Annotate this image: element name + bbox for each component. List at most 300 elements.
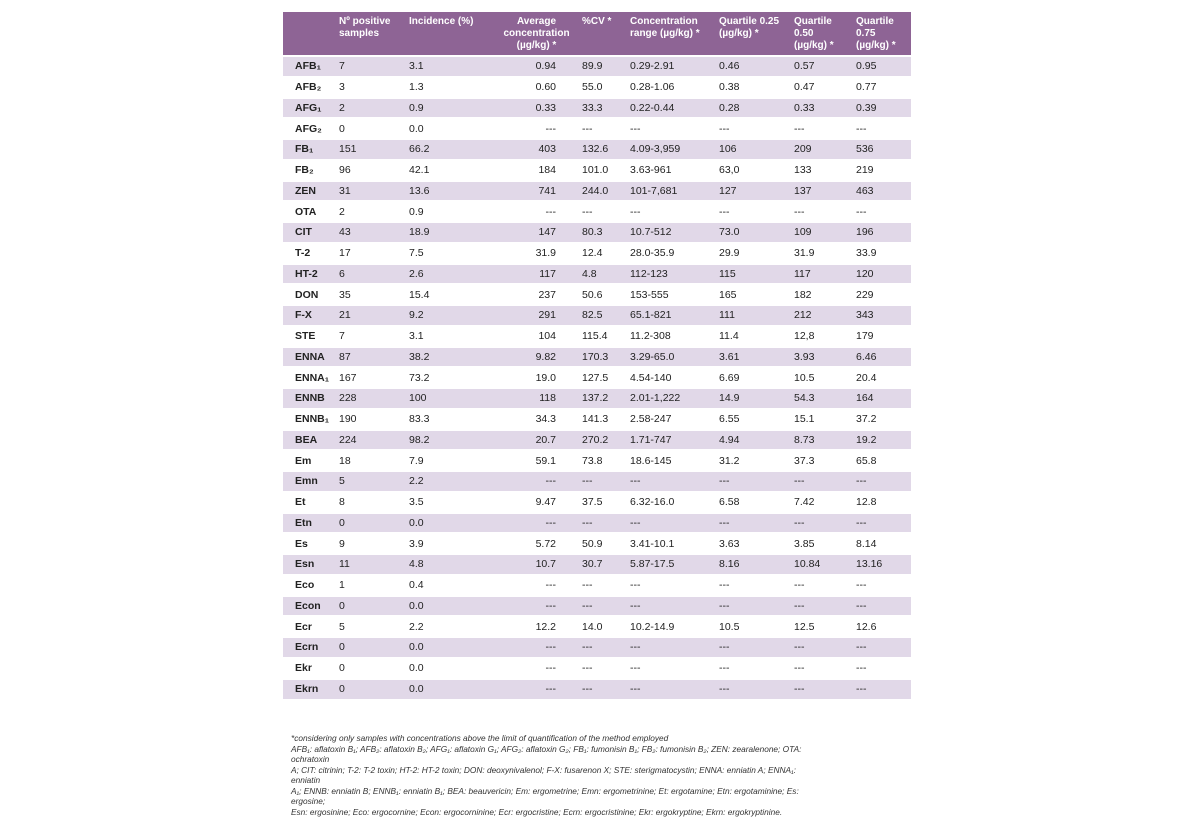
cell-positive-samples: 1 xyxy=(335,575,405,596)
cell-positive-samples: 7 xyxy=(335,326,405,347)
cell-compound: Ecrn xyxy=(283,637,335,658)
mycotoxin-table xyxy=(283,12,911,699)
cell-quartile-025: 11.4 xyxy=(715,326,790,347)
cell-concentration-range: --- xyxy=(626,596,715,617)
table-row xyxy=(283,616,911,637)
cell-quartile-050: 3.93 xyxy=(790,347,852,368)
cell-quartile-025: --- xyxy=(715,596,790,617)
cell-average-concentration: 59.1 xyxy=(495,450,578,471)
cell-cv: --- xyxy=(578,471,626,492)
cell-quartile-075: 219 xyxy=(852,160,911,181)
cell-quartile-025: --- xyxy=(715,471,790,492)
cell-cv: 37.5 xyxy=(578,492,626,513)
header-cv: %CV * xyxy=(578,12,626,56)
cell-quartile-050: 117 xyxy=(790,264,852,285)
cell-concentration-range: 101-7,681 xyxy=(626,181,715,202)
cell-positive-samples: 2 xyxy=(335,98,405,119)
cell-cv: 270.2 xyxy=(578,430,626,451)
cell-positive-samples: 3 xyxy=(335,77,405,98)
cell-positive-samples: 167 xyxy=(335,367,405,388)
cell-compound: BEA xyxy=(283,430,335,451)
cell-compound: Ekr xyxy=(283,658,335,679)
table-row xyxy=(283,201,911,222)
cell-quartile-025: --- xyxy=(715,637,790,658)
cell-average-concentration: --- xyxy=(495,471,578,492)
abbreviations-line: Esn: ergosinine; Eco: ergocornine; Econ: ergocorninine; Ecr: ergocristine; Ecrn: ergocristinine; Ekr: ergokryptine; Ekrn: ergokryptinine. xyxy=(291,807,811,817)
cell-positive-samples: 0 xyxy=(335,637,405,658)
cell-concentration-range: 4.09-3,959 xyxy=(626,139,715,160)
cell-quartile-025: 111 xyxy=(715,305,790,326)
cell-concentration-range: --- xyxy=(626,658,715,679)
table-row xyxy=(283,513,911,534)
cell-concentration-range: 1.71-747 xyxy=(626,430,715,451)
cell-incidence: 0.4 xyxy=(405,575,495,596)
cell-quartile-050: 54.3 xyxy=(790,388,852,409)
cell-quartile-050: --- xyxy=(790,575,852,596)
cell-incidence: 3.5 xyxy=(405,492,495,513)
table-row xyxy=(283,596,911,617)
header-positive-samples: Nº positive samples xyxy=(335,12,405,56)
cell-quartile-025: 115 xyxy=(715,264,790,285)
cell-quartile-025: --- xyxy=(715,658,790,679)
cell-quartile-050: --- xyxy=(790,471,852,492)
cell-quartile-025: 29.9 xyxy=(715,243,790,264)
cell-compound: Emn xyxy=(283,471,335,492)
cell-concentration-range: --- xyxy=(626,637,715,658)
cell-concentration-range: --- xyxy=(626,679,715,700)
cell-average-concentration: --- xyxy=(495,575,578,596)
cell-average-concentration: --- xyxy=(495,637,578,658)
cell-concentration-range: 112-123 xyxy=(626,264,715,285)
table-row xyxy=(283,554,911,575)
cell-quartile-025: 6.55 xyxy=(715,409,790,430)
cell-average-concentration: --- xyxy=(495,658,578,679)
cell-concentration-range: 3.63-961 xyxy=(626,160,715,181)
cell-quartile-050: --- xyxy=(790,658,852,679)
cell-positive-samples: 6 xyxy=(335,264,405,285)
cell-cv: --- xyxy=(578,513,626,534)
cell-quartile-025: 0.46 xyxy=(715,56,790,77)
cell-quartile-050: 8.73 xyxy=(790,430,852,451)
cell-quartile-075: 19.2 xyxy=(852,430,911,451)
cell-concentration-range: --- xyxy=(626,575,715,596)
cell-incidence: 4.8 xyxy=(405,554,495,575)
cell-positive-samples: 43 xyxy=(335,222,405,243)
cell-cv: 30.7 xyxy=(578,554,626,575)
header-average-concentration: Average concentration (µg/kg) * xyxy=(495,12,578,56)
cell-average-concentration: 184 xyxy=(495,160,578,181)
table-row xyxy=(283,139,911,160)
cell-concentration-range: --- xyxy=(626,201,715,222)
cell-compound: FB₁ xyxy=(283,139,335,160)
table-header-row xyxy=(283,12,911,56)
cell-compound: AFB₁ xyxy=(283,56,335,77)
table-row xyxy=(283,658,911,679)
table-row xyxy=(283,347,911,368)
cell-cv: 14.0 xyxy=(578,616,626,637)
cell-quartile-075: --- xyxy=(852,471,911,492)
cell-average-concentration: 0.33 xyxy=(495,98,578,119)
cell-cv: --- xyxy=(578,658,626,679)
cell-incidence: 3.1 xyxy=(405,56,495,77)
cell-average-concentration: --- xyxy=(495,679,578,700)
cell-quartile-050: 0.57 xyxy=(790,56,852,77)
cell-average-concentration: 104 xyxy=(495,326,578,347)
cell-cv: 127.5 xyxy=(578,367,626,388)
cell-cv: --- xyxy=(578,201,626,222)
cell-incidence: 0.0 xyxy=(405,596,495,617)
cell-compound: Es xyxy=(283,533,335,554)
cell-concentration-range: 2.01-1,222 xyxy=(626,388,715,409)
cell-cv: 244.0 xyxy=(578,181,626,202)
cell-compound: Ecr xyxy=(283,616,335,637)
cell-average-concentration: 291 xyxy=(495,305,578,326)
cell-incidence: 0.0 xyxy=(405,679,495,700)
cell-quartile-075: 6.46 xyxy=(852,347,911,368)
cell-quartile-050: 133 xyxy=(790,160,852,181)
abbreviations-line: A; CIT: citrinin; T-2: T-2 toxin; HT-2: HT-2 toxin; DON: deoxynivalenol; F-X: fusarenon X; STE: sterigmatocystin; ENNA: enniatin A; ENNA₁: enniatin xyxy=(291,765,811,786)
cell-incidence: 2.6 xyxy=(405,264,495,285)
cell-incidence: 7.9 xyxy=(405,450,495,471)
cell-average-concentration: 0.94 xyxy=(495,56,578,77)
table-row xyxy=(283,77,911,98)
cell-concentration-range: 5.87-17.5 xyxy=(626,554,715,575)
cell-concentration-range: 3.29-65.0 xyxy=(626,347,715,368)
cell-incidence: 15.4 xyxy=(405,284,495,305)
cell-positive-samples: 0 xyxy=(335,658,405,679)
cell-quartile-075: 343 xyxy=(852,305,911,326)
cell-positive-samples: 7 xyxy=(335,56,405,77)
cell-compound: STE xyxy=(283,326,335,347)
cell-cv: 50.6 xyxy=(578,284,626,305)
cell-quartile-075: 20.4 xyxy=(852,367,911,388)
cell-quartile-075: 536 xyxy=(852,139,911,160)
cell-cv: 170.3 xyxy=(578,347,626,368)
cell-concentration-range: 0.22-0.44 xyxy=(626,98,715,119)
cell-quartile-050: 3.85 xyxy=(790,533,852,554)
cell-quartile-025: 31.2 xyxy=(715,450,790,471)
cell-quartile-050: 10.84 xyxy=(790,554,852,575)
cell-cv: --- xyxy=(578,637,626,658)
cell-quartile-075: --- xyxy=(852,513,911,534)
cell-concentration-range: 11.2-308 xyxy=(626,326,715,347)
cell-incidence: 73.2 xyxy=(405,367,495,388)
cell-positive-samples: 17 xyxy=(335,243,405,264)
header-quartile-025: Quartile 0.25 (µg/kg) * xyxy=(715,12,790,56)
table-row xyxy=(283,222,911,243)
cell-quartile-050: --- xyxy=(790,513,852,534)
header-concentration-range: Concentration range (µg/kg) * xyxy=(626,12,715,56)
cell-quartile-025: 6.58 xyxy=(715,492,790,513)
cell-average-concentration: 118 xyxy=(495,388,578,409)
table-row xyxy=(283,243,911,264)
cell-compound: ENNB xyxy=(283,388,335,409)
cell-incidence: 7.5 xyxy=(405,243,495,264)
cell-cv: 12.4 xyxy=(578,243,626,264)
cell-quartile-075: 120 xyxy=(852,264,911,285)
cell-concentration-range: 3.41-10.1 xyxy=(626,533,715,554)
cell-quartile-025: 165 xyxy=(715,284,790,305)
cell-compound: ENNA₁ xyxy=(283,367,335,388)
cell-incidence: 0.0 xyxy=(405,637,495,658)
table-notes xyxy=(291,733,811,817)
cell-positive-samples: 21 xyxy=(335,305,405,326)
cell-quartile-050: 37.3 xyxy=(790,450,852,471)
cell-concentration-range: 0.28-1.06 xyxy=(626,77,715,98)
cell-compound: AFG₂ xyxy=(283,118,335,139)
cell-quartile-025: 106 xyxy=(715,139,790,160)
cell-quartile-050: 7.42 xyxy=(790,492,852,513)
table-row xyxy=(283,637,911,658)
cell-cv: --- xyxy=(578,118,626,139)
table-row xyxy=(283,181,911,202)
cell-incidence: 18.9 xyxy=(405,222,495,243)
cell-cv: 33.3 xyxy=(578,98,626,119)
table-row xyxy=(283,533,911,554)
cell-quartile-075: 463 xyxy=(852,181,911,202)
header-incidence: Incidence (%) xyxy=(405,12,495,56)
cell-incidence: 0.0 xyxy=(405,118,495,139)
cell-average-concentration: 5.72 xyxy=(495,533,578,554)
cell-incidence: 0.0 xyxy=(405,658,495,679)
table-row xyxy=(283,326,911,347)
table-row xyxy=(283,98,911,119)
cell-compound: OTA xyxy=(283,201,335,222)
table-row xyxy=(283,56,911,77)
cell-quartile-050: --- xyxy=(790,118,852,139)
cell-quartile-050: 12,8 xyxy=(790,326,852,347)
cell-compound: ZEN xyxy=(283,181,335,202)
cell-quartile-050: 0.33 xyxy=(790,98,852,119)
cell-quartile-075: 179 xyxy=(852,326,911,347)
cell-average-concentration: 19.0 xyxy=(495,367,578,388)
cell-incidence: 9.2 xyxy=(405,305,495,326)
cell-concentration-range: --- xyxy=(626,118,715,139)
cell-cv: --- xyxy=(578,679,626,700)
cell-quartile-025: 4.94 xyxy=(715,430,790,451)
cell-incidence: 98.2 xyxy=(405,430,495,451)
abbreviations-line: A₁; ENNB: enniatin B; ENNB₁: enniatin B₁; BEA: beauvericin; Em: ergometrine; Emn: ergometrinine; Et: ergotamine; Etn: ergotaminine; Es: ergosine; xyxy=(291,786,811,807)
cell-quartile-075: 0.39 xyxy=(852,98,911,119)
cell-quartile-075: 0.77 xyxy=(852,77,911,98)
table-row xyxy=(283,575,911,596)
table-row xyxy=(283,430,911,451)
table-row xyxy=(283,264,911,285)
cell-cv: 4.8 xyxy=(578,264,626,285)
cell-compound: Esn xyxy=(283,554,335,575)
cell-concentration-range: --- xyxy=(626,471,715,492)
cell-quartile-075: --- xyxy=(852,596,911,617)
cell-quartile-050: 212 xyxy=(790,305,852,326)
cell-quartile-075: --- xyxy=(852,637,911,658)
cell-concentration-range: 4.54-140 xyxy=(626,367,715,388)
cell-compound: ENNA xyxy=(283,347,335,368)
cell-average-concentration: 20.7 xyxy=(495,430,578,451)
cell-average-concentration: 403 xyxy=(495,139,578,160)
cell-positive-samples: 5 xyxy=(335,616,405,637)
cell-compound: CIT xyxy=(283,222,335,243)
cell-quartile-075: 0.95 xyxy=(852,56,911,77)
cell-incidence: 42.1 xyxy=(405,160,495,181)
cell-positive-samples: 224 xyxy=(335,430,405,451)
table-row xyxy=(283,388,911,409)
cell-average-concentration: --- xyxy=(495,596,578,617)
cell-positive-samples: 18 xyxy=(335,450,405,471)
cell-quartile-025: 127 xyxy=(715,181,790,202)
cell-positive-samples: 0 xyxy=(335,513,405,534)
cell-average-concentration: 0.60 xyxy=(495,77,578,98)
cell-cv: 73.8 xyxy=(578,450,626,471)
cell-average-concentration: 10.7 xyxy=(495,554,578,575)
cell-quartile-025: 3.63 xyxy=(715,533,790,554)
cell-incidence: 1.3 xyxy=(405,77,495,98)
cell-quartile-075: 229 xyxy=(852,284,911,305)
cell-positive-samples: 2 xyxy=(335,201,405,222)
table-row xyxy=(283,471,911,492)
table-row xyxy=(283,160,911,181)
cell-quartile-075: 164 xyxy=(852,388,911,409)
cell-compound: DON xyxy=(283,284,335,305)
cell-quartile-025: 3.61 xyxy=(715,347,790,368)
cell-average-concentration: 34.3 xyxy=(495,409,578,430)
cell-quartile-050: 209 xyxy=(790,139,852,160)
cell-positive-samples: 8 xyxy=(335,492,405,513)
cell-cv: 89.9 xyxy=(578,56,626,77)
cell-incidence: 2.2 xyxy=(405,471,495,492)
cell-compound: Em xyxy=(283,450,335,471)
cell-positive-samples: 96 xyxy=(335,160,405,181)
cell-concentration-range: 10.2-14.9 xyxy=(626,616,715,637)
table-row xyxy=(283,409,911,430)
table-row xyxy=(283,679,911,700)
cell-average-concentration: 117 xyxy=(495,264,578,285)
table-row xyxy=(283,305,911,326)
cell-compound: AFG₁ xyxy=(283,98,335,119)
cell-compound: FB₂ xyxy=(283,160,335,181)
cell-incidence: 0.9 xyxy=(405,201,495,222)
cell-quartile-050: 182 xyxy=(790,284,852,305)
cell-incidence: 2.2 xyxy=(405,616,495,637)
cell-average-concentration: --- xyxy=(495,201,578,222)
cell-quartile-025: 6.69 xyxy=(715,367,790,388)
cell-quartile-075: --- xyxy=(852,658,911,679)
cell-quartile-075: 12.6 xyxy=(852,616,911,637)
cell-incidence: 100 xyxy=(405,388,495,409)
table-row xyxy=(283,118,911,139)
cell-concentration-range: 18.6-145 xyxy=(626,450,715,471)
cell-quartile-050: 137 xyxy=(790,181,852,202)
table-row xyxy=(283,367,911,388)
cell-quartile-075: --- xyxy=(852,118,911,139)
cell-concentration-range: 153-555 xyxy=(626,284,715,305)
cell-quartile-050: 109 xyxy=(790,222,852,243)
header-quartile-075: Quartile 0.75 (µg/kg) * xyxy=(852,12,911,56)
cell-positive-samples: 31 xyxy=(335,181,405,202)
cell-positive-samples: 228 xyxy=(335,388,405,409)
cell-incidence: 0.0 xyxy=(405,513,495,534)
cell-quartile-075: --- xyxy=(852,679,911,700)
cell-compound: Ekrn xyxy=(283,679,335,700)
cell-compound: ENNB₁ xyxy=(283,409,335,430)
mycotoxin-table-container xyxy=(283,12,911,699)
cell-quartile-025: --- xyxy=(715,201,790,222)
cell-cv: --- xyxy=(578,596,626,617)
cell-cv: 137.2 xyxy=(578,388,626,409)
cell-concentration-range: 28.0-35.9 xyxy=(626,243,715,264)
cell-quartile-050: 10.5 xyxy=(790,367,852,388)
cell-positive-samples: 87 xyxy=(335,347,405,368)
cell-quartile-025: 8.16 xyxy=(715,554,790,575)
cell-incidence: 3.1 xyxy=(405,326,495,347)
cell-quartile-025: 0.28 xyxy=(715,98,790,119)
table-body xyxy=(283,56,911,699)
cell-quartile-050: 31.9 xyxy=(790,243,852,264)
cell-cv: 55.0 xyxy=(578,77,626,98)
cell-quartile-025: --- xyxy=(715,118,790,139)
cell-quartile-025: --- xyxy=(715,679,790,700)
cell-quartile-025: 63,0 xyxy=(715,160,790,181)
cell-incidence: 83.3 xyxy=(405,409,495,430)
cell-concentration-range: --- xyxy=(626,513,715,534)
cell-quartile-050: --- xyxy=(790,637,852,658)
cell-positive-samples: 190 xyxy=(335,409,405,430)
table-row xyxy=(283,492,911,513)
cell-cv: 50.9 xyxy=(578,533,626,554)
cell-quartile-025: 14.9 xyxy=(715,388,790,409)
cell-positive-samples: 35 xyxy=(335,284,405,305)
cell-quartile-025: --- xyxy=(715,513,790,534)
abbreviations-line: AFB₁: aflatoxin B₁; AFB₂: aflatoxin B₂; AFG₁: aflatoxin G₁; AFG₂: aflatoxin G₂; FB₁: fumonisin B₁; FB₂: fumonisin B₂; ZEN: zearalenone; OTA: ochratoxin xyxy=(291,744,811,765)
header-compound xyxy=(283,12,335,56)
cell-quartile-050: 12.5 xyxy=(790,616,852,637)
cell-compound: Econ xyxy=(283,596,335,617)
cell-cv: 101.0 xyxy=(578,160,626,181)
cell-compound: HT-2 xyxy=(283,264,335,285)
cell-cv: 132.6 xyxy=(578,139,626,160)
cell-average-concentration: 31.9 xyxy=(495,243,578,264)
cell-quartile-075: 8.14 xyxy=(852,533,911,554)
cell-quartile-075: --- xyxy=(852,575,911,596)
cell-average-concentration: 9.82 xyxy=(495,347,578,368)
table-row xyxy=(283,284,911,305)
footnote: *considering only samples with concentrations above the limit of quantification of the method employed xyxy=(291,733,811,744)
cell-quartile-025: 0.38 xyxy=(715,77,790,98)
cell-concentration-range: 65.1-821 xyxy=(626,305,715,326)
cell-quartile-050: 0.47 xyxy=(790,77,852,98)
cell-concentration-range: 6.32-16.0 xyxy=(626,492,715,513)
cell-quartile-050: 15.1 xyxy=(790,409,852,430)
cell-cv: 141.3 xyxy=(578,409,626,430)
cell-quartile-075: 37.2 xyxy=(852,409,911,430)
cell-positive-samples: 9 xyxy=(335,533,405,554)
cell-compound: Eco xyxy=(283,575,335,596)
cell-concentration-range: 0.29-2.91 xyxy=(626,56,715,77)
cell-average-concentration: 147 xyxy=(495,222,578,243)
cell-quartile-075: 196 xyxy=(852,222,911,243)
cell-quartile-075: 13.16 xyxy=(852,554,911,575)
cell-quartile-075: 65.8 xyxy=(852,450,911,471)
cell-incidence: 0.9 xyxy=(405,98,495,119)
cell-concentration-range: 10.7-512 xyxy=(626,222,715,243)
cell-incidence: 3.9 xyxy=(405,533,495,554)
cell-cv: 80.3 xyxy=(578,222,626,243)
cell-cv: 82.5 xyxy=(578,305,626,326)
cell-cv: --- xyxy=(578,575,626,596)
cell-average-concentration: 12.2 xyxy=(495,616,578,637)
cell-quartile-075: 33.9 xyxy=(852,243,911,264)
cell-concentration-range: 2.58-247 xyxy=(626,409,715,430)
cell-quartile-025: 10.5 xyxy=(715,616,790,637)
